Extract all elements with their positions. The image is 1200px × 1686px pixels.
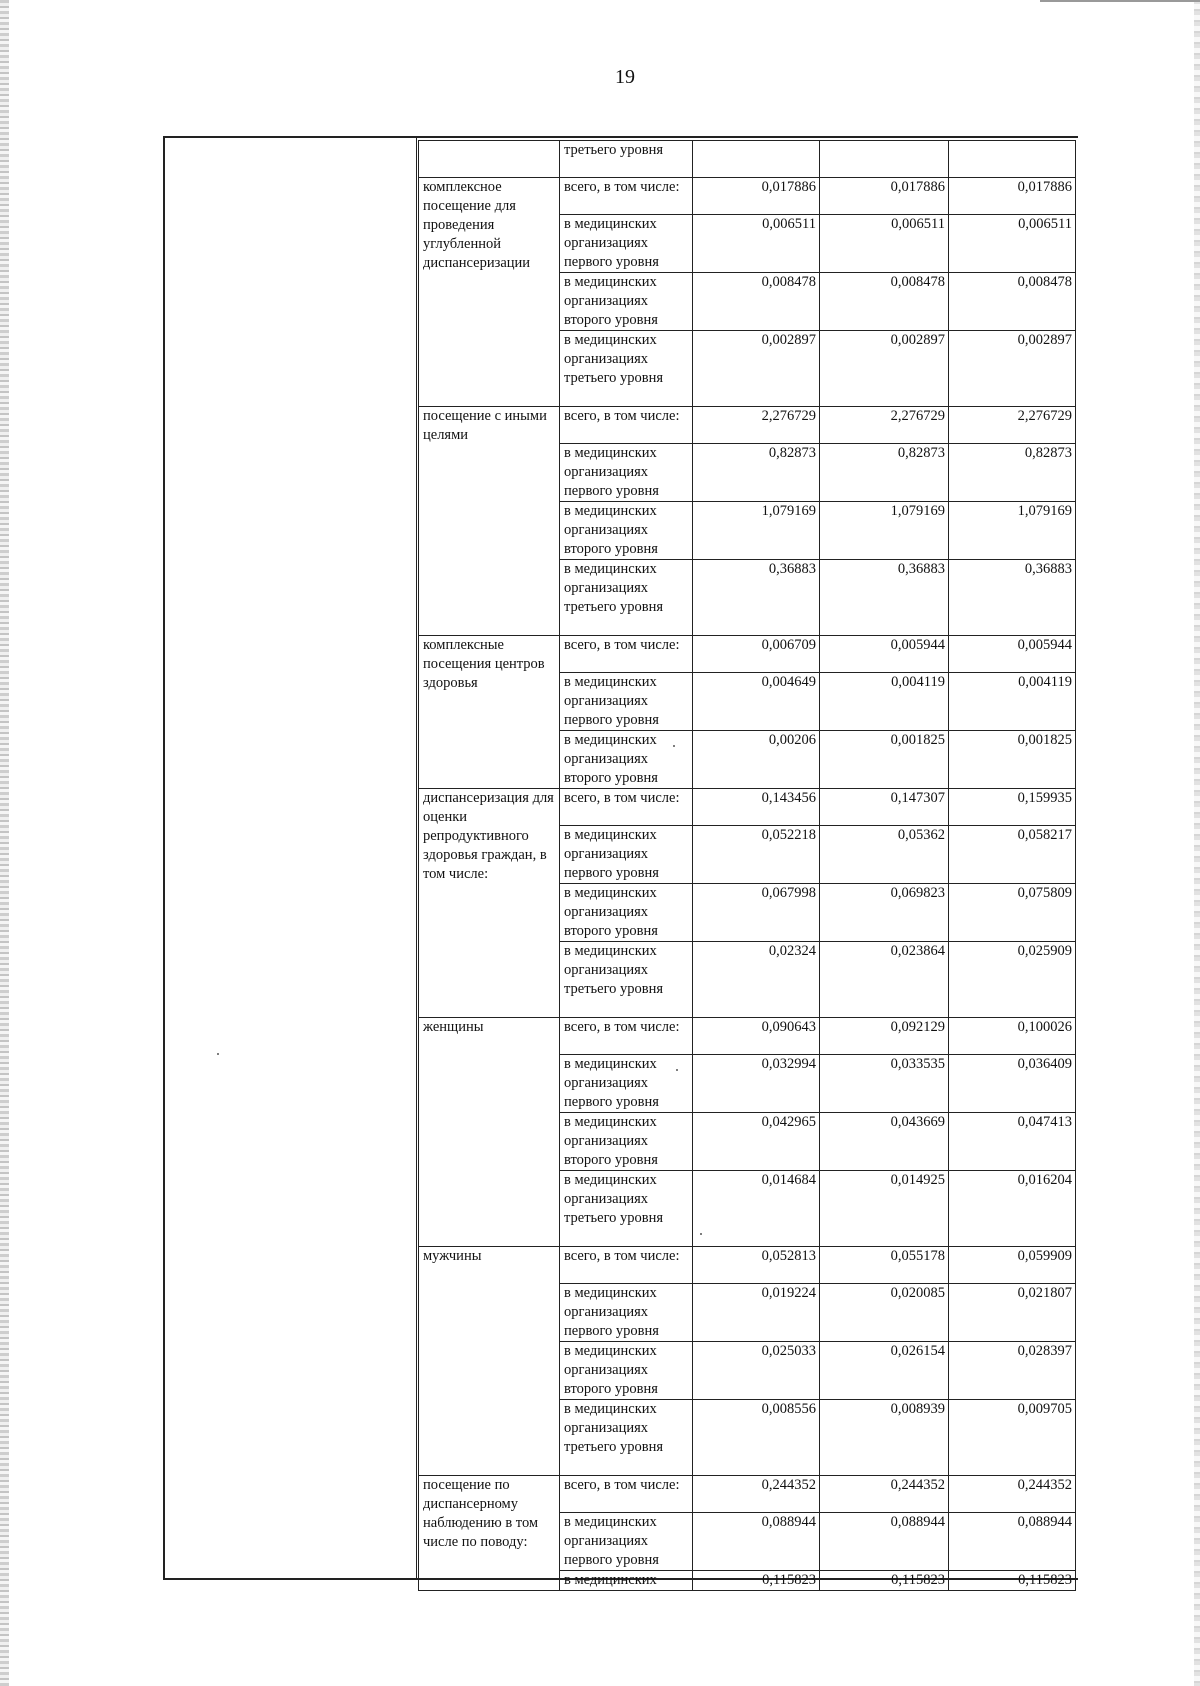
page-number: 19 xyxy=(615,66,635,88)
sub-label-cell: в медицинских организациях первого уровня xyxy=(560,1284,693,1342)
table-frame-divider xyxy=(416,136,417,1580)
value-cell: 0,017886 xyxy=(949,178,1076,215)
value-cell: 0,008478 xyxy=(820,273,949,331)
sub-label-cell: в медицинских организациях первого уровня xyxy=(560,826,693,884)
group-label-cell: комплексное посещение для проведения углубленной диспансеризации xyxy=(419,178,560,407)
value-cell: 0,016204 xyxy=(949,1171,1076,1247)
value-cell: 0,004649 xyxy=(693,673,820,731)
value-cell: 0,052813 xyxy=(693,1247,820,1284)
value-cell: 0,017886 xyxy=(693,178,820,215)
value-cell: 0,032994 xyxy=(693,1055,820,1113)
sub-label-cell: в медицинских организациях второго уровня xyxy=(560,1113,693,1171)
value-cell: 0,026154 xyxy=(820,1342,949,1400)
value-cell: 0,008556 xyxy=(693,1400,820,1476)
value-cell: 0,008478 xyxy=(693,273,820,331)
group-label-cell xyxy=(419,141,560,178)
sub-label-cell: в медицинских организациях первого уровня xyxy=(560,673,693,731)
sub-label-cell: в медицинских организациях третьего уровня xyxy=(560,942,693,1018)
value-cell: 0,090643 xyxy=(693,1018,820,1055)
value-cell: 1,079169 xyxy=(949,502,1076,560)
value-cell: 0,02324 xyxy=(693,942,820,1018)
group-label-cell: посещение с иными целями xyxy=(419,407,560,636)
value-cell: 2,276729 xyxy=(949,407,1076,444)
value-cell: 0,36883 xyxy=(949,560,1076,636)
value-cell: 0,82873 xyxy=(820,444,949,502)
value-cell: 0,001825 xyxy=(949,731,1076,789)
table-row xyxy=(419,141,1076,178)
value-cell: 0,82873 xyxy=(693,444,820,502)
value-cell: 2,276729 xyxy=(820,407,949,444)
value-cell: 0,002897 xyxy=(949,331,1076,407)
value-cell: 0,001825 xyxy=(820,731,949,789)
value-cell: 0,021807 xyxy=(949,1284,1076,1342)
scan-top-line xyxy=(1040,0,1200,2)
value-cell: 0,244352 xyxy=(820,1476,949,1513)
value-cell: 0,005944 xyxy=(949,636,1076,673)
value-cell: 0,092129 xyxy=(820,1018,949,1055)
value-cell xyxy=(693,141,820,178)
value-cell: 0,042965 xyxy=(693,1113,820,1171)
indicators-table xyxy=(418,140,1076,1591)
value-cell: 0,115823 xyxy=(949,1571,1076,1591)
table-row xyxy=(419,789,1076,826)
value-cell: 0,043669 xyxy=(820,1113,949,1171)
sub-label-cell: в медицинских организациях третьего уровня xyxy=(560,331,693,407)
value-cell: 0,005944 xyxy=(820,636,949,673)
sub-label-cell: в медицинских организациях первого уровня xyxy=(560,215,693,273)
value-cell: 2,276729 xyxy=(693,407,820,444)
sub-label-cell: в медицинских организациях второго уровня xyxy=(560,1342,693,1400)
sub-label-cell: всего, в том числе: xyxy=(560,636,693,673)
value-cell: 0,014925 xyxy=(820,1171,949,1247)
value-cell: 0,05362 xyxy=(820,826,949,884)
value-cell: 0,006511 xyxy=(820,215,949,273)
value-cell: 0,033535 xyxy=(820,1055,949,1113)
value-cell: 0,004119 xyxy=(949,673,1076,731)
value-cell: 0,002897 xyxy=(693,331,820,407)
value-cell: 0,36883 xyxy=(693,560,820,636)
table-row xyxy=(419,1476,1076,1513)
value-cell: 0,159935 xyxy=(949,789,1076,826)
value-cell: 0,075809 xyxy=(949,884,1076,942)
value-cell: 0,025033 xyxy=(693,1342,820,1400)
sub-label-cell: в медицинских организациях второго уровня xyxy=(560,731,693,789)
value-cell: 0,36883 xyxy=(820,560,949,636)
value-cell: 0,002897 xyxy=(820,331,949,407)
sub-label-cell: третьего уровня xyxy=(560,141,693,178)
sub-label-cell: всего, в том числе: xyxy=(560,178,693,215)
value-cell: 0,052218 xyxy=(693,826,820,884)
sub-label-cell: в медицинских организациях первого уровня xyxy=(560,1055,693,1113)
scan-speck xyxy=(673,745,675,747)
group-label-cell: комплексные посещения центров здоровья xyxy=(419,636,560,789)
value-cell: 0,006709 xyxy=(693,636,820,673)
sub-label-cell: в медицинских организациях третьего уровня xyxy=(560,1400,693,1476)
value-cell: 0,006511 xyxy=(693,215,820,273)
value-cell: 0,019224 xyxy=(693,1284,820,1342)
value-cell: 0,004119 xyxy=(820,673,949,731)
sub-label-cell: в медицинских организациях первого уровня xyxy=(560,1513,693,1571)
sub-label-cell: всего, в том числе: xyxy=(560,1476,693,1513)
table-row xyxy=(419,178,1076,215)
sub-label-cell: всего, в том числе: xyxy=(560,407,693,444)
value-cell: 0,014684 xyxy=(693,1171,820,1247)
sub-label-cell: в медицинских организациях первого уровня xyxy=(560,444,693,502)
value-cell: 0,069823 xyxy=(820,884,949,942)
value-cell: 0,143456 xyxy=(693,789,820,826)
value-cell: 0,088944 xyxy=(693,1513,820,1571)
value-cell: 0,047413 xyxy=(949,1113,1076,1171)
value-cell: 0,025909 xyxy=(949,942,1076,1018)
scan-edge-left xyxy=(0,0,9,1686)
scan-speck xyxy=(676,1069,678,1071)
sub-label-cell: в медицинских организациях второго уровня xyxy=(560,884,693,942)
sub-label-cell: в медицинских xyxy=(560,1571,693,1591)
value-cell: 0,115823 xyxy=(820,1571,949,1591)
table-row xyxy=(419,1247,1076,1284)
value-cell: 0,00206 xyxy=(693,731,820,789)
group-label-cell: женщины xyxy=(419,1018,560,1247)
value-cell: 0,244352 xyxy=(693,1476,820,1513)
sub-label-cell: в медицинских организациях третьего уровня xyxy=(560,1171,693,1247)
sub-label-cell: всего, в том числе: xyxy=(560,789,693,826)
sub-label-cell: всего, в том числе: xyxy=(560,1018,693,1055)
value-cell: 0,244352 xyxy=(949,1476,1076,1513)
value-cell: 0,008939 xyxy=(820,1400,949,1476)
value-cell: 0,055178 xyxy=(820,1247,949,1284)
table-row xyxy=(419,407,1076,444)
value-cell: 0,017886 xyxy=(820,178,949,215)
value-cell: 0,088944 xyxy=(820,1513,949,1571)
scan-speck xyxy=(700,1233,702,1235)
group-label-cell: диспансеризация для оценки репродуктивного здоровья граждан, в том числе: xyxy=(419,789,560,1018)
sub-label-cell: всего, в том числе: xyxy=(560,1247,693,1284)
value-cell: 0,147307 xyxy=(820,789,949,826)
value-cell: 0,059909 xyxy=(949,1247,1076,1284)
sub-label-cell: в медицинских организациях третьего уровня xyxy=(560,560,693,636)
value-cell: 0,100026 xyxy=(949,1018,1076,1055)
value-cell: 1,079169 xyxy=(820,502,949,560)
group-label-cell: посещение по диспансерному наблюдению в том числе по поводу: xyxy=(419,1476,560,1591)
value-cell: 0,058217 xyxy=(949,826,1076,884)
value-cell: 0,028397 xyxy=(949,1342,1076,1400)
value-cell: 0,023864 xyxy=(820,942,949,1018)
scan-edge-right xyxy=(1194,0,1200,1686)
value-cell: 0,036409 xyxy=(949,1055,1076,1113)
value-cell xyxy=(949,141,1076,178)
sub-label-cell: в медицинских организациях второго уровня xyxy=(560,502,693,560)
value-cell xyxy=(820,141,949,178)
value-cell: 0,088944 xyxy=(949,1513,1076,1571)
value-cell: 0,008478 xyxy=(949,273,1076,331)
group-label-cell: мужчины xyxy=(419,1247,560,1476)
value-cell: 0,82873 xyxy=(949,444,1076,502)
scan-speck xyxy=(217,1053,219,1055)
sub-label-cell: в медицинских организациях второго уровня xyxy=(560,273,693,331)
value-cell: 0,020085 xyxy=(820,1284,949,1342)
value-cell: 0,115823 xyxy=(693,1571,820,1591)
value-cell: 0,006511 xyxy=(949,215,1076,273)
value-cell: 1,079169 xyxy=(693,502,820,560)
table-row xyxy=(419,1018,1076,1055)
value-cell: 0,067998 xyxy=(693,884,820,942)
value-cell: 0,009705 xyxy=(949,1400,1076,1476)
table-row xyxy=(419,636,1076,673)
